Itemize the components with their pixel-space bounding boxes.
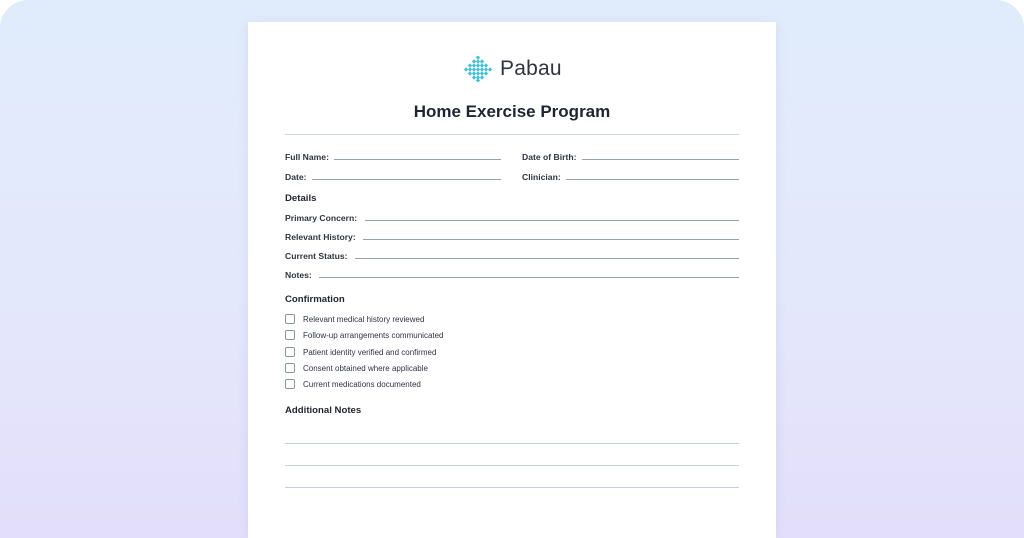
- confirmation-item-label: Follow-up arrangements communicated: [303, 330, 444, 340]
- checkbox[interactable]: [285, 363, 295, 373]
- pabau-logo-icon: [464, 56, 492, 82]
- checkbox[interactable]: [285, 347, 295, 357]
- form-title: Home Exercise Program: [413, 102, 611, 121]
- current-status-label: Current Status:: [285, 251, 348, 261]
- brand-name: Pabau: [500, 57, 562, 80]
- current-status-field[interactable]: [355, 258, 739, 259]
- confirmation-heading: Confirmation: [285, 294, 345, 305]
- additional-notes-line[interactable]: [285, 465, 739, 466]
- full-name-field[interactable]: [334, 159, 501, 160]
- checkbox[interactable]: [285, 379, 295, 389]
- confirmation-item[interactable]: [285, 347, 436, 357]
- primary-concern-field[interactable]: [365, 220, 739, 221]
- confirmation-item[interactable]: [285, 330, 444, 340]
- clinician-label: Clinician:: [522, 172, 561, 182]
- confirmation-item-label: Current medications documented: [303, 379, 421, 389]
- confirmation-item[interactable]: [285, 363, 428, 373]
- notes-field[interactable]: [319, 277, 739, 278]
- additional-notes-heading: Additional Notes: [285, 405, 362, 416]
- title-divider: [285, 134, 739, 135]
- confirmation-item-label: Patient identity verified and confirmed: [303, 347, 437, 357]
- relevant-history-label: Relevant History:: [285, 232, 356, 242]
- additional-notes-line[interactable]: [285, 443, 739, 444]
- confirmation-item-label: Relevant medical history reviewed: [303, 314, 425, 324]
- primary-concern-label: Primary Concern:: [285, 213, 358, 223]
- date-label: Date:: [285, 172, 307, 182]
- date-of-birth-field[interactable]: [582, 159, 739, 160]
- additional-notes-line[interactable]: [285, 487, 739, 488]
- relevant-history-field[interactable]: [363, 239, 739, 240]
- full-name-label: Full Name:: [285, 152, 329, 162]
- date-field[interactable]: [312, 179, 501, 180]
- confirmation-item[interactable]: [285, 314, 424, 324]
- notes-label: Notes:: [285, 270, 312, 280]
- checkbox[interactable]: [285, 314, 295, 324]
- confirmation-item-label: Consent obtained where applicable: [303, 363, 428, 373]
- checkbox[interactable]: [285, 330, 295, 340]
- confirmation-item[interactable]: [285, 379, 421, 389]
- details-heading: Details: [285, 193, 317, 204]
- form-document: [248, 22, 776, 538]
- date-of-birth-label: Date of Birth:: [522, 152, 577, 162]
- clinician-field[interactable]: [566, 179, 739, 180]
- brand-logo: [464, 56, 562, 82]
